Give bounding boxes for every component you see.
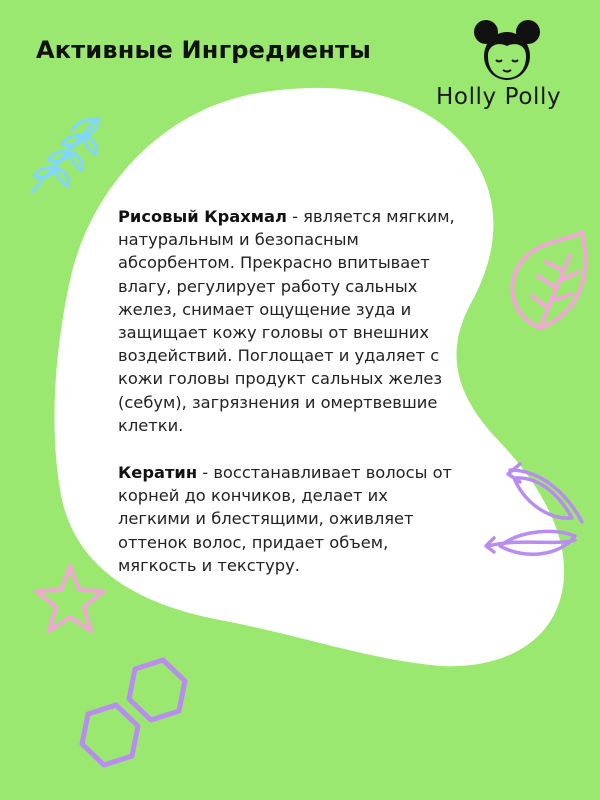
ingredient-description: - является мягким, натуральным и безопасным абсорбентом. Прекрасно впитывает влагу, регулирует работу сальных желез, снимает ощущение зуда и защищает кожу головы от внешних воздействий. Поглощает и удаляет с кожи головы продукт сальных желез (себум), загрязнения и омертвевшие клетки. bbox=[118, 207, 455, 435]
page-title: Активные Ингредиенты bbox=[36, 36, 372, 64]
ingredient-name: Кератин bbox=[118, 463, 198, 483]
ingredient-name: Рисовый Крахмал bbox=[118, 207, 287, 226]
ingredients-text bbox=[118, 205, 458, 601]
brand-name: Holly Polly bbox=[436, 84, 562, 110]
ingredient-rice-starch bbox=[118, 205, 458, 437]
girl-face-logo-icon bbox=[470, 18, 544, 84]
ingredient-keratin bbox=[118, 461, 458, 577]
ingredient-description: - восстанавливает волосы от корней до кончиков, делает их легкими и блестящими, оживляет оттенок волос, придает объем, мягкость и текстуру. bbox=[118, 463, 453, 575]
